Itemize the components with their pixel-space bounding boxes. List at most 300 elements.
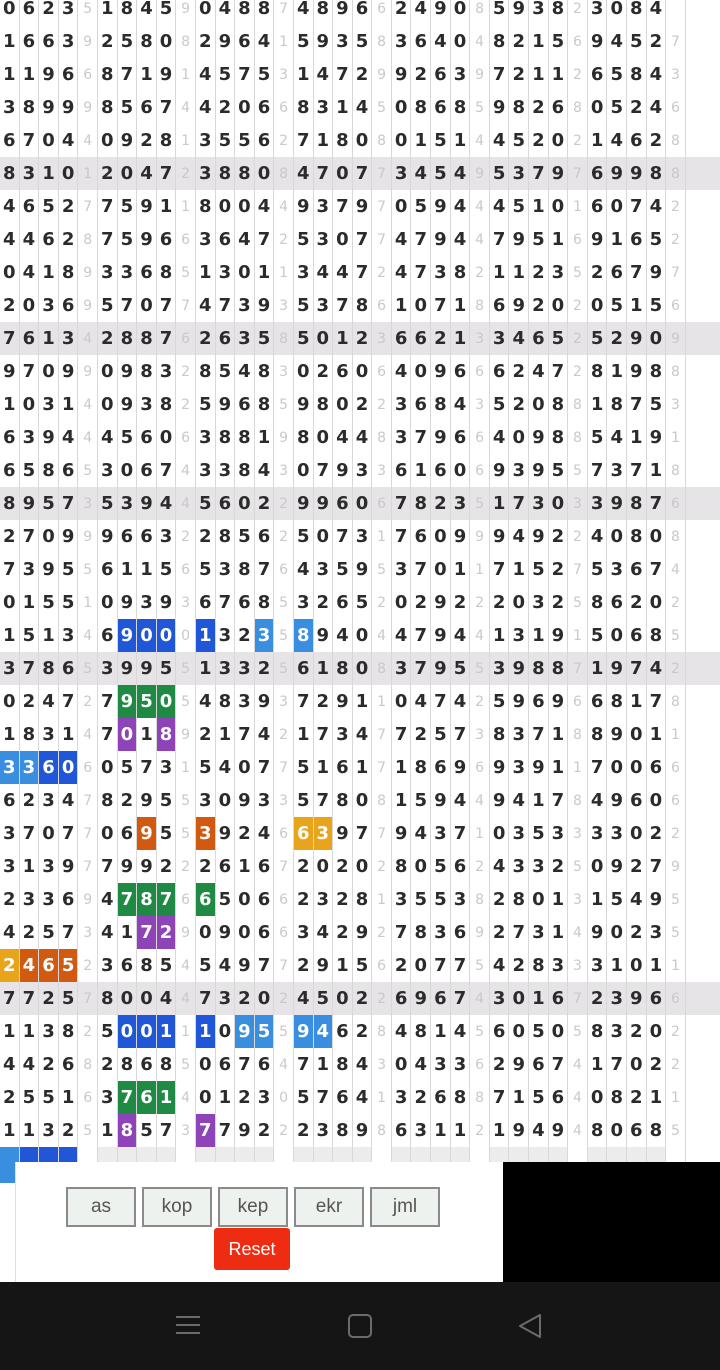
grid-cell[interactable]: 5: [353, 949, 373, 982]
grid-cell[interactable]: 3: [314, 817, 334, 850]
grid-cell[interactable]: 7: [490, 1081, 510, 1114]
grid-cell[interactable]: 3: [196, 223, 216, 256]
grid-cell[interactable]: 8: [294, 91, 314, 124]
grid-cell[interactable]: 5: [157, 553, 177, 586]
grid-cell[interactable]: 3: [509, 718, 529, 751]
grid-cell[interactable]: 8: [235, 553, 255, 586]
grid-cell[interactable]: 2: [196, 718, 216, 751]
grid-cell[interactable]: 3: [157, 520, 177, 553]
grid-cell[interactable]: 2: [588, 256, 608, 289]
grid-cell[interactable]: 0: [98, 751, 118, 784]
grid-cell[interactable]: 3: [451, 487, 471, 520]
grid-cell[interactable]: 6: [490, 289, 510, 322]
grid-cell[interactable]: 2: [627, 586, 647, 619]
grid-cell[interactable]: 2: [39, 982, 59, 1015]
grid-cell[interactable]: 1: [451, 289, 471, 322]
grid-cell[interactable]: 4: [392, 355, 412, 388]
grid-cell[interactable]: 0: [196, 916, 216, 949]
grid-cell[interactable]: 6: [137, 421, 157, 454]
grid-cell[interactable]: 7: [431, 685, 451, 718]
grid-cell[interactable]: 1: [0, 718, 20, 751]
grid-cell[interactable]: 2: [157, 850, 177, 883]
grid-cell[interactable]: 1: [490, 487, 510, 520]
grid-cell[interactable]: 0: [157, 685, 177, 718]
grid-cell[interactable]: 1: [20, 58, 40, 91]
grid-cell[interactable]: 0: [588, 850, 608, 883]
grid-cell[interactable]: 8: [314, 0, 334, 25]
grid-cell[interactable]: 0: [216, 190, 236, 223]
grid-cell[interactable]: 3: [333, 718, 353, 751]
grid-cell[interactable]: 2: [588, 982, 608, 1015]
grid-cell[interactable]: 7: [98, 718, 118, 751]
grid-cell[interactable]: 9: [353, 916, 373, 949]
grid-cell[interactable]: 1: [216, 1081, 236, 1114]
grid-cell[interactable]: 0: [314, 520, 334, 553]
grid-cell[interactable]: 7: [98, 850, 118, 883]
grid-cell[interactable]: 9: [216, 817, 236, 850]
grid-cell[interactable]: 4: [314, 916, 334, 949]
grid-cell[interactable]: 7: [0, 322, 20, 355]
grid-cell[interactable]: 2: [314, 586, 334, 619]
grid-cell[interactable]: 2: [98, 322, 118, 355]
grid-cell[interactable]: 9: [235, 784, 255, 817]
grid-cell[interactable]: 9: [431, 0, 451, 25]
grid-cell[interactable]: 5: [411, 190, 431, 223]
grid-cell[interactable]: 5: [59, 586, 79, 619]
grid-cell[interactable]: 5: [98, 487, 118, 520]
grid-cell[interactable]: 7: [627, 388, 647, 421]
grid-cell[interactable]: 6: [333, 487, 353, 520]
grid-cell[interactable]: 0: [333, 157, 353, 190]
grid-cell[interactable]: 3: [39, 850, 59, 883]
grid-cell[interactable]: 4: [333, 421, 353, 454]
grid-cell[interactable]: 1: [627, 685, 647, 718]
grid-cell[interactable]: 5: [255, 1015, 275, 1048]
grid-cell[interactable]: 4: [333, 256, 353, 289]
grid-cell[interactable]: 0: [353, 784, 373, 817]
grid-cell[interactable]: 3: [607, 454, 627, 487]
grid-cell[interactable]: 8: [588, 586, 608, 619]
grid-cell[interactable]: 7: [98, 190, 118, 223]
grid-cell[interactable]: 2: [431, 322, 451, 355]
grid-cell[interactable]: 0: [235, 190, 255, 223]
grid-cell[interactable]: 0: [490, 817, 510, 850]
grid-cell[interactable]: 6: [451, 916, 471, 949]
grid-cell[interactable]: 5: [294, 520, 314, 553]
grid-cell[interactable]: 6: [59, 652, 79, 685]
grid-cell[interactable]: 8: [59, 1015, 79, 1048]
grid-cell[interactable]: 7: [59, 487, 79, 520]
grid-cell[interactable]: 3: [196, 421, 216, 454]
grid-cell[interactable]: 9: [607, 718, 627, 751]
grid-cell[interactable]: 9: [157, 586, 177, 619]
grid-cell[interactable]: 0: [98, 586, 118, 619]
grid-cell[interactable]: 8: [98, 91, 118, 124]
grid-cell[interactable]: 7: [20, 817, 40, 850]
grid-cell[interactable]: 2: [0, 949, 20, 982]
grid-cell[interactable]: 4: [392, 619, 412, 652]
grid-cell[interactable]: 1: [509, 256, 529, 289]
grid-cell[interactable]: 0: [118, 718, 138, 751]
grid-cell[interactable]: 6: [627, 223, 647, 256]
grid-cell[interactable]: 2: [196, 25, 216, 58]
grid-cell[interactable]: 5: [588, 421, 608, 454]
grid-cell[interactable]: 5: [137, 1114, 157, 1147]
grid-cell[interactable]: 5: [216, 355, 236, 388]
grid-cell[interactable]: 4: [451, 223, 471, 256]
grid-cell[interactable]: 3: [392, 157, 412, 190]
grid-cell[interactable]: 2: [255, 1114, 275, 1147]
grid-cell[interactable]: 5: [431, 718, 451, 751]
grid-cell[interactable]: 8: [411, 487, 431, 520]
grid-cell[interactable]: 9: [314, 619, 334, 652]
grid-cell[interactable]: 2: [411, 58, 431, 91]
grid-cell[interactable]: 7: [451, 817, 471, 850]
grid-cell[interactable]: 9: [607, 487, 627, 520]
grid-cell[interactable]: 0: [98, 355, 118, 388]
grid-cell[interactable]: 9: [137, 487, 157, 520]
grid-cell[interactable]: 0: [314, 322, 334, 355]
grid-cell[interactable]: 2: [294, 850, 314, 883]
grid-cell[interactable]: 2: [59, 190, 79, 223]
grid-cell[interactable]: 0: [255, 982, 275, 1015]
grid-cell[interactable]: 0: [509, 421, 529, 454]
grid-cell[interactable]: 9: [509, 685, 529, 718]
grid-cell[interactable]: 4: [647, 190, 667, 223]
grid-cell[interactable]: 8: [411, 1015, 431, 1048]
grid-cell[interactable]: 9: [549, 157, 569, 190]
grid-cell[interactable]: 2: [255, 652, 275, 685]
grid-cell[interactable]: 4: [411, 817, 431, 850]
grid-cell[interactable]: 3: [607, 982, 627, 1015]
grid-cell[interactable]: 7: [157, 91, 177, 124]
grid-cell[interactable]: 9: [314, 949, 334, 982]
grid-cell[interactable]: 4: [59, 124, 79, 157]
grid-cell[interactable]: 6: [588, 190, 608, 223]
grid-cell[interactable]: 5: [39, 1081, 59, 1114]
grid-cell[interactable]: 8: [509, 883, 529, 916]
grid-cell[interactable]: 7: [627, 190, 647, 223]
grid-cell[interactable]: 3: [431, 256, 451, 289]
jml-button[interactable]: jml: [370, 1187, 440, 1227]
grid-cell[interactable]: 3: [216, 256, 236, 289]
grid-cell[interactable]: 0: [98, 124, 118, 157]
grid-cell[interactable]: 9: [411, 982, 431, 1015]
grid-cell[interactable]: 6: [98, 619, 118, 652]
grid-cell[interactable]: 8: [353, 289, 373, 322]
grid-cell[interactable]: 7: [255, 553, 275, 586]
grid-cell[interactable]: 9: [294, 1015, 314, 1048]
grid-cell[interactable]: 5: [216, 58, 236, 91]
grid-cell[interactable]: 5: [196, 388, 216, 421]
grid-cell[interactable]: 9: [490, 751, 510, 784]
grid-cell[interactable]: 3: [314, 1114, 334, 1147]
grid-cell[interactable]: 9: [509, 1048, 529, 1081]
grid-cell[interactable]: 8: [627, 520, 647, 553]
grid-cell[interactable]: 8: [529, 949, 549, 982]
grid-cell[interactable]: 4: [353, 1081, 373, 1114]
grid-cell[interactable]: 7: [314, 784, 334, 817]
grid-cell[interactable]: 6: [216, 487, 236, 520]
grid-cell[interactable]: 3: [451, 58, 471, 91]
grid-cell[interactable]: 7: [0, 553, 20, 586]
grid-cell[interactable]: 1: [588, 388, 608, 421]
grid-cell[interactable]: 4: [647, 0, 667, 25]
grid-cell[interactable]: 0: [39, 124, 59, 157]
grid-cell[interactable]: 9: [392, 58, 412, 91]
grid-cell[interactable]: 7: [392, 487, 412, 520]
grid-cell[interactable]: 7: [549, 784, 569, 817]
grid-cell[interactable]: 0: [118, 1015, 138, 1048]
grid-cell[interactable]: 4: [314, 58, 334, 91]
grid-cell[interactable]: 8: [137, 949, 157, 982]
grid-cell[interactable]: 2: [0, 883, 20, 916]
grid-cell[interactable]: 4: [588, 520, 608, 553]
grid-cell[interactable]: 0: [607, 1114, 627, 1147]
grid-cell[interactable]: 6: [588, 157, 608, 190]
grid-cell[interactable]: 3: [0, 91, 20, 124]
grid-cell[interactable]: 2: [157, 916, 177, 949]
grid-cell[interactable]: 6: [647, 982, 667, 1015]
grid-cell[interactable]: 9: [490, 520, 510, 553]
grid-cell[interactable]: 9: [118, 355, 138, 388]
grid-cell[interactable]: 6: [529, 322, 549, 355]
grid-cell[interactable]: 3: [392, 553, 412, 586]
grid-cell[interactable]: 3: [0, 751, 20, 784]
grid-cell[interactable]: 9: [627, 322, 647, 355]
grid-cell[interactable]: 5: [98, 1015, 118, 1048]
grid-cell[interactable]: 5: [157, 652, 177, 685]
grid-cell[interactable]: 4: [255, 817, 275, 850]
grid-cell[interactable]: 6: [588, 685, 608, 718]
grid-cell[interactable]: 9: [588, 223, 608, 256]
grid-cell[interactable]: 4: [411, 157, 431, 190]
grid-cell[interactable]: 0: [627, 817, 647, 850]
grid-cell[interactable]: 8: [137, 25, 157, 58]
grid-cell[interactable]: 7: [20, 520, 40, 553]
grid-cell[interactable]: 2: [294, 949, 314, 982]
grid-cell[interactable]: 3: [39, 784, 59, 817]
grid-cell[interactable]: 9: [333, 0, 353, 25]
grid-cell[interactable]: 6: [235, 25, 255, 58]
grid-cell[interactable]: 1: [294, 718, 314, 751]
grid-cell[interactable]: 1: [0, 25, 20, 58]
grid-cell[interactable]: 3: [39, 883, 59, 916]
grid-cell[interactable]: 4: [451, 1015, 471, 1048]
grid-cell[interactable]: 3: [98, 949, 118, 982]
grid-cell[interactable]: 4: [431, 25, 451, 58]
grid-cell[interactable]: 3: [451, 1048, 471, 1081]
grid-cell[interactable]: 9: [647, 883, 667, 916]
grid-cell[interactable]: 6: [20, 322, 40, 355]
grid-cell[interactable]: 2: [353, 982, 373, 1015]
grid-cell[interactable]: 7: [588, 751, 608, 784]
grid-cell[interactable]: 6: [59, 289, 79, 322]
grid-cell[interactable]: 7: [59, 916, 79, 949]
grid-cell[interactable]: 3: [196, 124, 216, 157]
grid-cell[interactable]: 7: [216, 289, 236, 322]
grid-cell[interactable]: 7: [157, 883, 177, 916]
grid-cell[interactable]: 4: [0, 1048, 20, 1081]
grid-cell[interactable]: 8: [392, 850, 412, 883]
grid-cell[interactable]: 8: [255, 586, 275, 619]
grid-cell[interactable]: 0: [98, 388, 118, 421]
grid-cell[interactable]: 7: [549, 355, 569, 388]
grid-cell[interactable]: 7: [333, 58, 353, 91]
grid-cell[interactable]: 0: [549, 1015, 569, 1048]
grid-cell[interactable]: 4: [216, 0, 236, 25]
grid-cell[interactable]: 8: [647, 157, 667, 190]
grid-cell[interactable]: 8: [118, 1114, 138, 1147]
grid-cell[interactable]: 9: [490, 784, 510, 817]
grid-cell[interactable]: 6: [333, 1081, 353, 1114]
grid-cell[interactable]: 8: [549, 0, 569, 25]
grid-cell[interactable]: 2: [333, 850, 353, 883]
grid-cell[interactable]: 0: [607, 520, 627, 553]
grid-cell[interactable]: 2: [235, 1081, 255, 1114]
grid-cell[interactable]: 8: [216, 685, 236, 718]
grid-cell[interactable]: 8: [196, 355, 216, 388]
grid-cell[interactable]: 4: [529, 1114, 549, 1147]
grid-cell[interactable]: 7: [216, 1114, 236, 1147]
grid-cell[interactable]: 4: [314, 1015, 334, 1048]
grid-cell[interactable]: 6: [118, 817, 138, 850]
grid-cell[interactable]: 3: [39, 1015, 59, 1048]
grid-cell[interactable]: 4: [196, 289, 216, 322]
grid-cell[interactable]: 7: [235, 58, 255, 91]
reset-button[interactable]: Reset: [214, 1228, 290, 1270]
grid-cell[interactable]: 3: [647, 916, 667, 949]
grid-cell[interactable]: 2: [549, 586, 569, 619]
grid-cell[interactable]: 6: [255, 850, 275, 883]
grid-cell[interactable]: 3: [490, 652, 510, 685]
grid-cell[interactable]: 6: [39, 223, 59, 256]
grid-cell[interactable]: 2: [353, 1015, 373, 1048]
grid-cell[interactable]: 5: [294, 322, 314, 355]
grid-cell[interactable]: 3: [157, 751, 177, 784]
grid-cell[interactable]: 0: [333, 223, 353, 256]
grid-cell[interactable]: 3: [392, 652, 412, 685]
grid-cell[interactable]: 2: [294, 1114, 314, 1147]
grid-cell[interactable]: 0: [588, 289, 608, 322]
grid-cell[interactable]: 1: [451, 322, 471, 355]
grid-cell[interactable]: 0: [588, 1081, 608, 1114]
grid-cell[interactable]: 0: [216, 1015, 236, 1048]
grid-cell[interactable]: 0: [451, 0, 471, 25]
grid-cell[interactable]: 8: [137, 883, 157, 916]
grid-cell[interactable]: 1: [451, 1114, 471, 1147]
grid-cell[interactable]: 8: [627, 487, 647, 520]
grid-cell[interactable]: 0: [529, 388, 549, 421]
grid-cell[interactable]: 1: [157, 1015, 177, 1048]
kep-button[interactable]: kep: [218, 1187, 288, 1227]
grid-cell[interactable]: 7: [20, 652, 40, 685]
grid-cell[interactable]: 8: [216, 520, 236, 553]
grid-cell[interactable]: 5: [235, 124, 255, 157]
grid-cell[interactable]: 5: [490, 157, 510, 190]
grid-cell[interactable]: 4: [39, 685, 59, 718]
grid-cell[interactable]: 4: [607, 124, 627, 157]
grid-cell[interactable]: 7: [647, 685, 667, 718]
grid-cell[interactable]: 0: [607, 751, 627, 784]
grid-cell[interactable]: 0: [235, 916, 255, 949]
grid-cell[interactable]: 6: [294, 817, 314, 850]
grid-cell[interactable]: 1: [588, 652, 608, 685]
grid-cell[interactable]: 9: [607, 652, 627, 685]
grid-cell[interactable]: 0: [137, 289, 157, 322]
grid-cell[interactable]: 8: [157, 256, 177, 289]
grid-cell[interactable]: 3: [235, 652, 255, 685]
grid-cell[interactable]: 8: [98, 58, 118, 91]
grid-cell[interactable]: 1: [490, 1114, 510, 1147]
grid-cell[interactable]: 9: [235, 1015, 255, 1048]
grid-cell[interactable]: 3: [294, 256, 314, 289]
grid-cell[interactable]: 1: [451, 124, 471, 157]
grid-cell[interactable]: 3: [98, 256, 118, 289]
grid-cell[interactable]: 7: [20, 355, 40, 388]
grid-cell[interactable]: 8: [411, 91, 431, 124]
grid-cell[interactable]: 2: [529, 124, 549, 157]
grid-cell[interactable]: 7: [157, 289, 177, 322]
grid-cell[interactable]: 3: [137, 388, 157, 421]
grid-cell[interactable]: 8: [333, 1114, 353, 1147]
grid-cell[interactable]: 1: [137, 718, 157, 751]
grid-cell[interactable]: 4: [529, 355, 549, 388]
grid-cell[interactable]: 0: [0, 685, 20, 718]
grid-cell[interactable]: 5: [529, 817, 549, 850]
grid-cell[interactable]: 8: [607, 685, 627, 718]
grid-cell[interactable]: 7: [137, 751, 157, 784]
grid-cell[interactable]: 5: [294, 751, 314, 784]
grid-cell[interactable]: 0: [607, 619, 627, 652]
grid-cell[interactable]: 3: [529, 916, 549, 949]
grid-cell[interactable]: 6: [137, 1081, 157, 1114]
grid-cell[interactable]: 6: [235, 586, 255, 619]
grid-cell[interactable]: 7: [549, 1048, 569, 1081]
grid-cell[interactable]: 6: [59, 58, 79, 91]
grid-cell[interactable]: 5: [255, 322, 275, 355]
grid-cell[interactable]: 3: [509, 157, 529, 190]
grid-cell[interactable]: 1: [431, 1114, 451, 1147]
grid-cell[interactable]: 0: [588, 91, 608, 124]
grid-cell[interactable]: 3: [235, 289, 255, 322]
grid-cell[interactable]: 5: [411, 784, 431, 817]
grid-cell[interactable]: 2: [529, 289, 549, 322]
grid-cell[interactable]: 7: [196, 1114, 216, 1147]
grid-cell[interactable]: 1: [529, 58, 549, 91]
grid-cell[interactable]: 0: [196, 1048, 216, 1081]
grid-cell[interactable]: 3: [529, 0, 549, 25]
grid-cell[interactable]: 0: [509, 586, 529, 619]
grid-cell[interactable]: 9: [59, 850, 79, 883]
grid-cell[interactable]: 5: [196, 553, 216, 586]
grid-cell[interactable]: 6: [549, 1081, 569, 1114]
grid-cell[interactable]: 8: [39, 454, 59, 487]
grid-cell[interactable]: 8: [235, 157, 255, 190]
grid-cell[interactable]: 5: [314, 982, 334, 1015]
grid-cell[interactable]: 0: [647, 784, 667, 817]
grid-cell[interactable]: 0: [549, 487, 569, 520]
grid-cell[interactable]: 3: [20, 553, 40, 586]
grid-cell[interactable]: 6: [627, 124, 647, 157]
grid-cell[interactable]: 2: [411, 1081, 431, 1114]
grid-cell[interactable]: 3: [98, 1081, 118, 1114]
grid-cell[interactable]: 1: [529, 190, 549, 223]
grid-cell[interactable]: 0: [333, 388, 353, 421]
grid-cell[interactable]: 2: [627, 850, 647, 883]
grid-cell[interactable]: 6: [411, 520, 431, 553]
grid-cell[interactable]: 6: [216, 850, 236, 883]
